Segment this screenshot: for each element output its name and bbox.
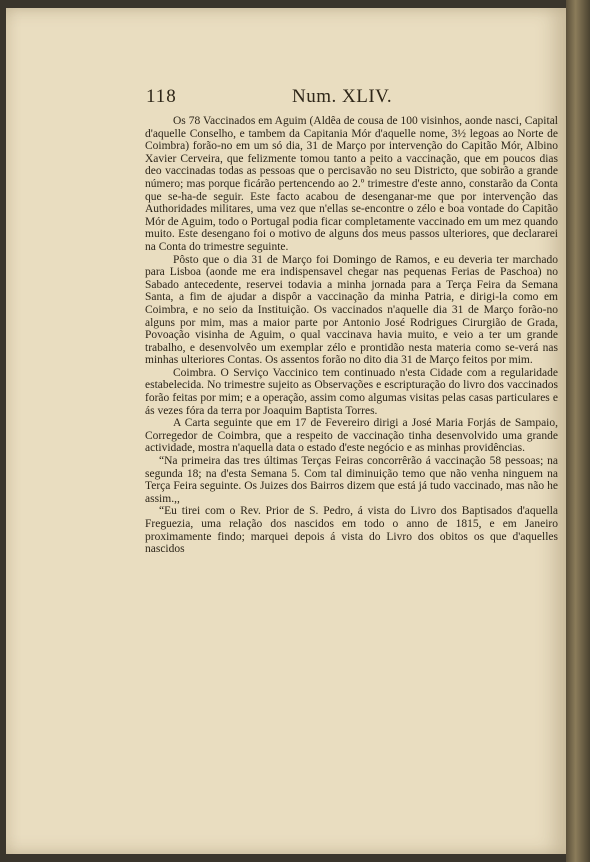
body-text — [145, 115, 558, 556]
book-page-edge — [566, 0, 590, 862]
quoted-letter-part-1: “ Na primeira das tres últimas Terças Feiras concorrêrão á vaccinação 58 pessoas; na segunda 18; na d'esta Semana 5. Com tal diminuição temo que não venha ninguem na Terça Feira seguinte. Os Juizes dos Bairros dizem que está já tudo vaccinado, mas não he assim.,, — [145, 455, 558, 505]
paragraph-palm-sunday: Pôsto que o dia 31 de Março foi Domingo de Ramos, e eu deveria ter marchado para Lisboa (aonde me era indispensavel chegar nas pequenas Ferias de Paschoa) no Sabado antecedente, reservei todavia a minha jornada para a Terça Feira da Semana Santa, a fim de ajudar a dispôr a vaccinação da minha Patria, e dirigi-la como em Coimbra, e no seio da Instituição. Os vaccinados n'aquelle dia 31 de Março forão-no alguns por mim, mas a maior parte por Antonio José Rodrigues Cirurgião de Grada, Povoação visinha de Aguim, o qual vaccinava havia muito, e veio a ter um grande trabalho, e desenvolvêo um exemplar zélo e prontidão nesta materia como se-verá nas minhas ulteriores Contas. Os assentos forão no dito dia 31 de Março feitos por mim. — [145, 253, 558, 367]
paragraph-letter-intro: A Carta seguinte que em 17 de Fevereiro dirigi a José Maria Forjás de Sampaio, Corregedor de Coimbra, que a respeito de vaccinação tinha desenvolvido uma grande actividade, mostra n'aquella data o estado d'este negócio e as minhas providências. — [145, 417, 558, 455]
running-title: Num. XLIV. — [292, 86, 393, 107]
page-header — [146, 86, 446, 110]
paragraph-coimbra-service: Coimbra. O Serviço Vaccinico tem continuado n'esta Cidade com a regularidade estabelecida. No trimestre sujeito as Observações e escripturação do livro dos vaccinados forão feitas por mim; e a operação, assim como algumas visitas pelas casas particulares e ás vezes fóra da terra por Joaquim Baptista Torres. — [145, 366, 558, 417]
page-number: 118 — [146, 86, 177, 107]
book-page — [6, 8, 566, 854]
quoted-letter-part-2: “ Eu tirei com o Rev. Prior de S. Pedro, á vista do Livro dos Baptisados d'aquella Freguezia, uma relação dos nascidos em todo o anno de 1815, e em Janeiro proximamente findo; marquei depois á vista do Livro dos obitos os que d'aquelles nascidos — [145, 505, 558, 555]
paragraph-aguim-vaccinations: Os 78 Vaccinados em Aguim (Aldêa de cousa de 100 visinhos, aonde nasci, Capital d'aquelle Conselho, e tambem da Capitania Mór d'aquelle nome, 3½ legoas ao Norte de Coimbra) forão-no em um só dia, 31 de Março por intervenção do Capitão Mór, Albino Xavier Cerveira, que felizmente tomou tanto a peito a vaccinação, que em poucos dias deo vaccinadas todas as pessoas que o percisavão no seu Districto, que sobirão a grande número; mas porque ficárão pertencendo ao 2.º trimestre d'este anno, constarão da Conta que se-ha-de seguir. Este facto acabou de desenganar-me que por intervenção das Authoridades militares, uma vez que n'ellas se-encontre o zélo e boa vontade do Capitão Mór de Aguim, todo o Portugal podia ficar completamente vaccinado em um mez quando muito. Este desengano foi o motivo de alguns dos meus passos ulteriores, que declararei na Conta do trimestre seguinte. — [145, 115, 558, 253]
